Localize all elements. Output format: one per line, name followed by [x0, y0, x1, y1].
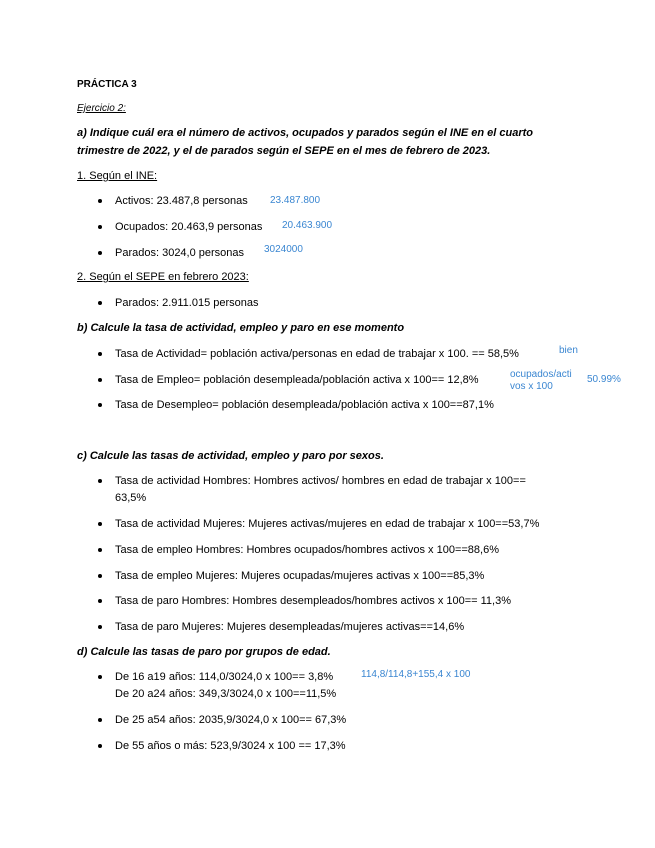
tasa-empleo: Tasa de Empleo= población desempleada/población activa x 100== 12,8%	[115, 374, 479, 386]
annotation-empleo-line2: vos x 100	[510, 381, 553, 392]
bullet-dot	[98, 225, 102, 229]
annotation-empleo-value: 50.99%	[587, 374, 621, 385]
tasa-actividad: Tasa de Actividad= población activa/personas en edad de trabajar x 100. == 58,5%	[115, 348, 519, 360]
question-a-line1: a) Indique cuál era el número de activos, ocupados y parados según el INE en el cuarto	[77, 127, 534, 139]
ine-activos: Activos: 23.487,8 personas	[115, 195, 248, 207]
actividad-mujeres: Tasa de actividad Mujeres: Mujeres activas/mujeres en edad de trabajar x 100==53,7%	[115, 518, 540, 530]
edad-16-19: De 16 a19 años: 114,0/3024,0 x 100== 3,8%	[115, 671, 334, 683]
annotation-parados: 3024000	[264, 244, 303, 255]
bullet-dot	[98, 251, 102, 255]
annotation-empleo-line1: ocupados/acti	[510, 369, 572, 380]
question-c: c) Calcule las tasas de actividad, empleo y paro por sexos.	[77, 450, 384, 462]
empleo-hombres: Tasa de empleo Hombres: Hombres ocupados/hombres activos x 100==88,6%	[115, 544, 499, 556]
bullet-dot	[98, 675, 102, 679]
bullet-dot	[98, 599, 102, 603]
actividad-hombres-line1: Tasa de actividad Hombres: Hombres activos/ hombres en edad de trabajar x 100==	[115, 475, 526, 487]
bullet-dot	[98, 522, 102, 526]
paro-mujeres: Tasa de paro Mujeres: Mujeres desempleadas/mujeres activas==14,6%	[115, 621, 465, 633]
bullet-dot	[98, 199, 102, 203]
bullet-dot	[98, 352, 102, 356]
annotation-edad: 114,8/114,8+155,4 x 100	[361, 669, 471, 680]
ine-ocupados: Ocupados: 20.463,9 personas	[115, 221, 263, 233]
bullet-dot	[98, 378, 102, 382]
bullet-dot	[98, 625, 102, 629]
bullet-dot	[98, 479, 102, 483]
sepe-parados: Parados: 2.911.015 personas	[115, 297, 259, 309]
actividad-hombres-line2: 63,5%	[115, 492, 147, 504]
section-sepe-heading: 2. Según el SEPE en febrero 2023:	[77, 271, 249, 283]
annotation-ocupados: 20.463.900	[282, 220, 333, 231]
ine-parados: Parados: 3024,0 personas	[115, 247, 245, 259]
bullet-dot	[98, 718, 102, 722]
edad-25-54: De 25 a54 años: 2035,9/3024,0 x 100== 67,3%	[115, 714, 347, 726]
empleo-mujeres: Tasa de empleo Mujeres: Mujeres ocupadas/mujeres activas x 100==85,3%	[115, 570, 485, 582]
page-title: PRÁCTICA 3	[77, 79, 137, 90]
annotation-actividad: bien	[559, 345, 578, 356]
exercise-label: Ejercicio 2:	[77, 103, 126, 114]
section-ine-heading: 1. Según el INE:	[77, 170, 158, 182]
edad-55-mas: De 55 años o más: 523,9/3024 x 100 == 17,3%	[115, 740, 346, 752]
bullet-dot	[98, 574, 102, 578]
bullet-dot	[98, 744, 102, 748]
bullet-dot	[98, 403, 102, 407]
question-a-line2: trimestre de 2022, y el de parados según el SEPE en el mes de febrero de 2023.	[77, 145, 491, 157]
question-b: b) Calcule la tasa de actividad, empleo y paro en ese momento	[77, 322, 405, 334]
bullet-dot	[98, 301, 102, 305]
edad-20-24: De 20 a24 años: 349,3/3024,0 x 100==11,5%	[115, 688, 337, 700]
annotation-activos: 23.487.800	[270, 195, 321, 206]
paro-hombres: Tasa de paro Hombres: Hombres desempleados/hombres activos x 100== 11,3%	[115, 595, 512, 607]
question-d: d) Calcule las tasas de paro por grupos de edad.	[77, 646, 331, 658]
bullet-dot	[98, 548, 102, 552]
tasa-desempleo: Tasa de Desempleo= población desempleada/población activa x 100==87,1%	[115, 399, 494, 411]
